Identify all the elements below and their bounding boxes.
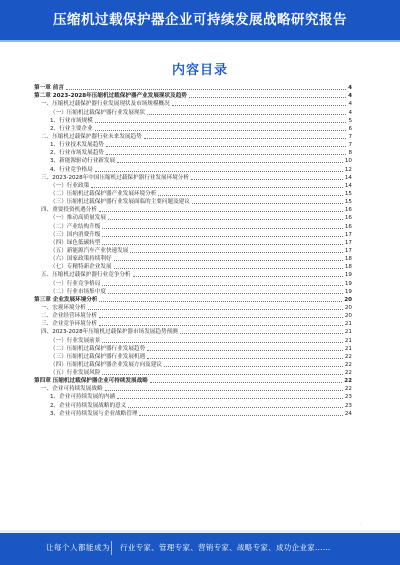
toc-leader-dots <box>108 293 343 294</box>
toc-entry[interactable] <box>34 239 352 247</box>
toc-leader-dots <box>180 333 343 334</box>
toc-entry-page: 22 <box>344 370 352 377</box>
toc-entry-page: 22 <box>344 361 352 368</box>
toc-entry-page: 23 <box>344 402 352 409</box>
toc-entry-label: 1、企业可持续发展的内涵 <box>50 394 116 401</box>
toc-entry-label: （五）新能源汽车产业快速发展 <box>50 247 129 254</box>
toc-entry-page: 17 <box>344 247 352 254</box>
toc-entry-page: 5 <box>348 117 352 124</box>
toc-entry-label: （六）国家政策持续利好 <box>50 256 112 263</box>
toc-entry-label: 一、企业可持续发展战略 <box>41 386 103 393</box>
toc-entry-label: （七）专精特新企业发展 <box>50 264 112 271</box>
toc-entry[interactable] <box>34 198 352 206</box>
toc-entry-page: 7 <box>348 142 352 149</box>
toc-entry-label: 四、2023-2028年压缩机过载保护器市场发展趋势预测 <box>41 329 178 336</box>
toc-leader-dots <box>114 260 343 261</box>
toc-entry[interactable] <box>34 157 352 165</box>
toc-entry-page: 7 <box>348 133 352 140</box>
toc-leader-dots <box>102 244 343 245</box>
toc-entry[interactable] <box>34 393 352 401</box>
toc-leader-dots <box>99 325 343 326</box>
toc-entry-label: （一）推动高质量发展 <box>50 215 106 222</box>
toc-entry[interactable] <box>34 353 352 361</box>
toc-entry-page: 21 <box>344 329 352 336</box>
toc-entry-label: （二）产业结构升级 <box>50 223 101 230</box>
toc-entry-page: 22 <box>344 353 352 360</box>
footer-slogan-left: 让每个人都能成为 <box>46 543 110 552</box>
toc-entry[interactable] <box>34 174 352 182</box>
toc-entry-page: 14 <box>344 174 352 181</box>
toc-entry-page: 16 <box>344 207 352 214</box>
toc-entry[interactable] <box>34 401 352 409</box>
toc-leader-dots <box>150 382 342 383</box>
toc-entry-label: 3、新能源驱动行业新发展 <box>50 158 116 165</box>
toc-entry[interactable] <box>34 385 352 393</box>
toc-leader-dots <box>102 374 343 375</box>
toc-leader-dots <box>117 398 343 399</box>
toc-leader-dots <box>144 138 347 139</box>
toc-entry-page: 22 <box>344 378 352 385</box>
toc-entry[interactable] <box>34 214 352 222</box>
toc-leader-dots <box>106 146 347 147</box>
toc-leader-dots <box>147 114 346 115</box>
toc-entry-label: （二）压缩机过载保护器产业发展环境分析 <box>50 190 157 197</box>
toc-entry-label: 第四章 压缩机过载保护器企业可持续发展战略 <box>34 378 148 385</box>
toc-leader-dots <box>192 203 343 204</box>
toc-entry[interactable] <box>34 255 352 263</box>
toc-entry[interactable] <box>34 182 352 190</box>
toc-entry-page: 19 <box>344 288 352 295</box>
toc-entry-page: 6 <box>348 125 352 132</box>
toc-heading: 内容目录 <box>171 63 228 78</box>
footer-slogan-right: 行业专家、管理专家、营销专家、战略专家、成功企业家…… <box>120 543 331 552</box>
toc-leader-dots <box>99 317 343 318</box>
toc-entry[interactable] <box>34 125 352 133</box>
toc-entry-page: 21 <box>344 345 352 352</box>
toc-entry-page: 20 <box>344 296 352 303</box>
toc-entry-label: （四）压缩机过载保护器企业发展方向及建议 <box>50 361 162 368</box>
toc-leader-dots <box>133 276 343 277</box>
toc-entry[interactable] <box>34 100 352 108</box>
toc-entry-label: 二、压缩机过载保护器行业未来发展趋势 <box>41 133 142 140</box>
toc-entry-label: （四）绿色低碳转型 <box>50 239 101 246</box>
toc-entry-page: 16 <box>344 215 352 222</box>
toc-entry[interactable] <box>34 328 352 336</box>
toc-entry[interactable] <box>34 108 352 116</box>
toc-entry[interactable] <box>34 247 352 255</box>
toc-entry-page: 10 <box>344 158 352 165</box>
toc-entry[interactable] <box>34 206 352 214</box>
toc-entry-label: 三、企业竞争环境分析 <box>41 321 97 328</box>
toc-entry[interactable] <box>34 304 352 312</box>
toc-entry[interactable] <box>34 141 352 149</box>
toc-entry-label: 四、重要投资机遇分析 <box>41 207 97 214</box>
toc-entry-label: 4、行业竞争格局 <box>50 166 93 173</box>
toc-entry-label: 2、行业市场发展趋势 <box>50 150 104 157</box>
toc-entry-label: 第三章 企业发展环境分析 <box>34 296 98 303</box>
toc-entry-page: 4 <box>348 85 352 92</box>
toc-entry-page: 16 <box>344 223 352 230</box>
toc-entry-page: 21 <box>344 321 352 328</box>
toc-entry-page: 12 <box>344 166 352 173</box>
toc-entry-label: 1、行业市场规模 <box>50 117 93 124</box>
toc-entry-label: 五、压缩机过载保护器行业竞争分析 <box>41 272 131 279</box>
toc-leader-dots <box>95 122 347 123</box>
toc-leader-dots <box>130 252 343 253</box>
toc-entry[interactable] <box>34 361 352 369</box>
header-divider <box>0 40 400 42</box>
toc-leader-dots <box>102 228 343 229</box>
toc-leader-dots <box>189 97 346 98</box>
toc-leader-dots <box>158 195 343 196</box>
toc-entry-label: 2、行业主要企业 <box>50 125 93 132</box>
toc-leader-dots <box>99 211 343 212</box>
toc-leader-dots <box>88 309 343 310</box>
toc-entry-page: 20 <box>344 304 352 311</box>
toc-entry-label: （三）压缩机过载保护器行业发展面临的主要问题及建议 <box>50 199 190 206</box>
toc-leader-dots <box>114 268 343 269</box>
toc-entry[interactable] <box>34 345 352 353</box>
toc-leader-dots <box>128 407 343 408</box>
toc-entry-page: 20 <box>344 313 352 320</box>
toc-entry-label: 2、企业可持续发展战略的意义 <box>50 402 127 409</box>
toc-entry-page: 21 <box>344 337 352 344</box>
toc-entry[interactable] <box>34 190 352 198</box>
toc-entry-page: 18 <box>344 256 352 263</box>
toc-entry-page: 22 <box>344 386 352 393</box>
toc-entry[interactable] <box>34 377 352 385</box>
toc-entry-page: 17 <box>344 239 352 246</box>
toc-entry-label: （一）行业竞争格局 <box>50 280 101 287</box>
toc-entry[interactable] <box>34 312 352 320</box>
toc-entry-label: 三、2023-2028年中国压缩机过载保护器行业发展环境分析 <box>41 174 189 181</box>
toc-entry-page: 19 <box>344 280 352 287</box>
toc-leader-dots <box>117 162 343 163</box>
toc-entry-label: （一）行业政策 <box>50 182 90 189</box>
toc-leader-dots <box>95 130 347 131</box>
toc-entry[interactable] <box>34 336 352 344</box>
toc-entry[interactable] <box>34 263 352 271</box>
toc-entry-label: 3、企业可持续发展与企业战略管理 <box>50 410 138 417</box>
toc-entry[interactable] <box>34 149 352 157</box>
toc-entry-page: 17 <box>344 231 352 238</box>
toc-leader-dots <box>108 219 343 220</box>
toc-entry[interactable] <box>34 133 352 141</box>
toc-entry-page: 15 <box>344 199 352 206</box>
toc-leader-dots <box>102 285 343 286</box>
toc-entry[interactable] <box>34 117 352 125</box>
toc-entry-page: 14 <box>344 182 352 189</box>
toc-leader-dots <box>66 89 346 90</box>
toc-entry[interactable] <box>34 222 352 230</box>
toc-leader-dots <box>191 179 343 180</box>
toc-leader-dots <box>102 342 343 343</box>
toc-entry-page: 8 <box>348 150 352 157</box>
toc-entry-label: （二）行业市场集中度 <box>50 288 106 295</box>
toc-leader-dots <box>106 154 347 155</box>
toc-entry[interactable] <box>34 410 352 418</box>
toc-entry-label: 二、企业经营环境分析 <box>41 313 97 320</box>
toc-entry-label: （三）压缩机过载保护器行业发展机遇 <box>50 353 146 360</box>
footer-separator <box>111 541 112 555</box>
toc-entry-page: 4 <box>348 109 352 116</box>
toc-leader-dots <box>164 366 343 367</box>
toc-entry-page: 18 <box>344 264 352 271</box>
toc-entry[interactable] <box>34 84 352 92</box>
toc-entry-page: 4 <box>348 101 352 108</box>
toc-entry-label: 第二章 2023-2028年压缩机过载保护器产业发展现状及趋势 <box>34 93 187 100</box>
toc-leader-dots <box>147 350 343 351</box>
toc-entry[interactable] <box>34 271 352 279</box>
toc-leader-dots <box>139 415 342 416</box>
toc-entry-page: 15 <box>344 190 352 197</box>
toc-entry[interactable] <box>34 165 352 173</box>
toc-leader-dots <box>102 236 343 237</box>
toc-entry-page: 24 <box>344 410 352 417</box>
report-title: 压缩机过载保护器企业可持续发展战略研究报告 <box>53 12 347 28</box>
toc-entry-label: 1、行业技术发展趋势 <box>50 142 104 149</box>
toc-entry[interactable] <box>34 369 352 377</box>
toc-entry-label: 一、压缩机过载保护器行业发展现状及市场规模概况 <box>41 101 170 108</box>
toc-entry-label: （三）国内消费升级 <box>50 231 101 238</box>
toc-entry-page: 23 <box>344 394 352 401</box>
toc-entry-label: （二）压缩机过载保护器行业发展趋势 <box>50 345 146 352</box>
toc-entry-page: 4 <box>348 93 352 100</box>
table-of-contents <box>34 84 352 418</box>
toc-entry-label: 第一章 前言 <box>34 85 64 92</box>
toc-leader-dots <box>172 105 347 106</box>
toc-leader-dots <box>105 390 343 391</box>
toc-entry-label: （五）行业发展风险 <box>50 370 101 377</box>
toc-entry-page: 19 <box>344 272 352 279</box>
toc-entry[interactable] <box>34 296 352 304</box>
toc-leader-dots <box>91 187 343 188</box>
toc-entry-label: 一、宏观环境分析 <box>41 304 86 311</box>
toc-entry-label: （一）压缩机过载保护器行业发展现状 <box>50 109 146 116</box>
toc-leader-dots <box>95 171 343 172</box>
toc-entry[interactable] <box>34 231 352 239</box>
toc-entry[interactable] <box>34 279 352 287</box>
toc-leader-dots <box>99 301 342 302</box>
toc-entry[interactable] <box>34 288 352 296</box>
toc-entry[interactable] <box>34 92 352 100</box>
toc-leader-dots <box>147 358 343 359</box>
page-corner-mark: · <box>360 522 362 528</box>
toc-entry[interactable] <box>34 320 352 328</box>
toc-entry-label: （一）行业发展前景 <box>50 337 101 344</box>
